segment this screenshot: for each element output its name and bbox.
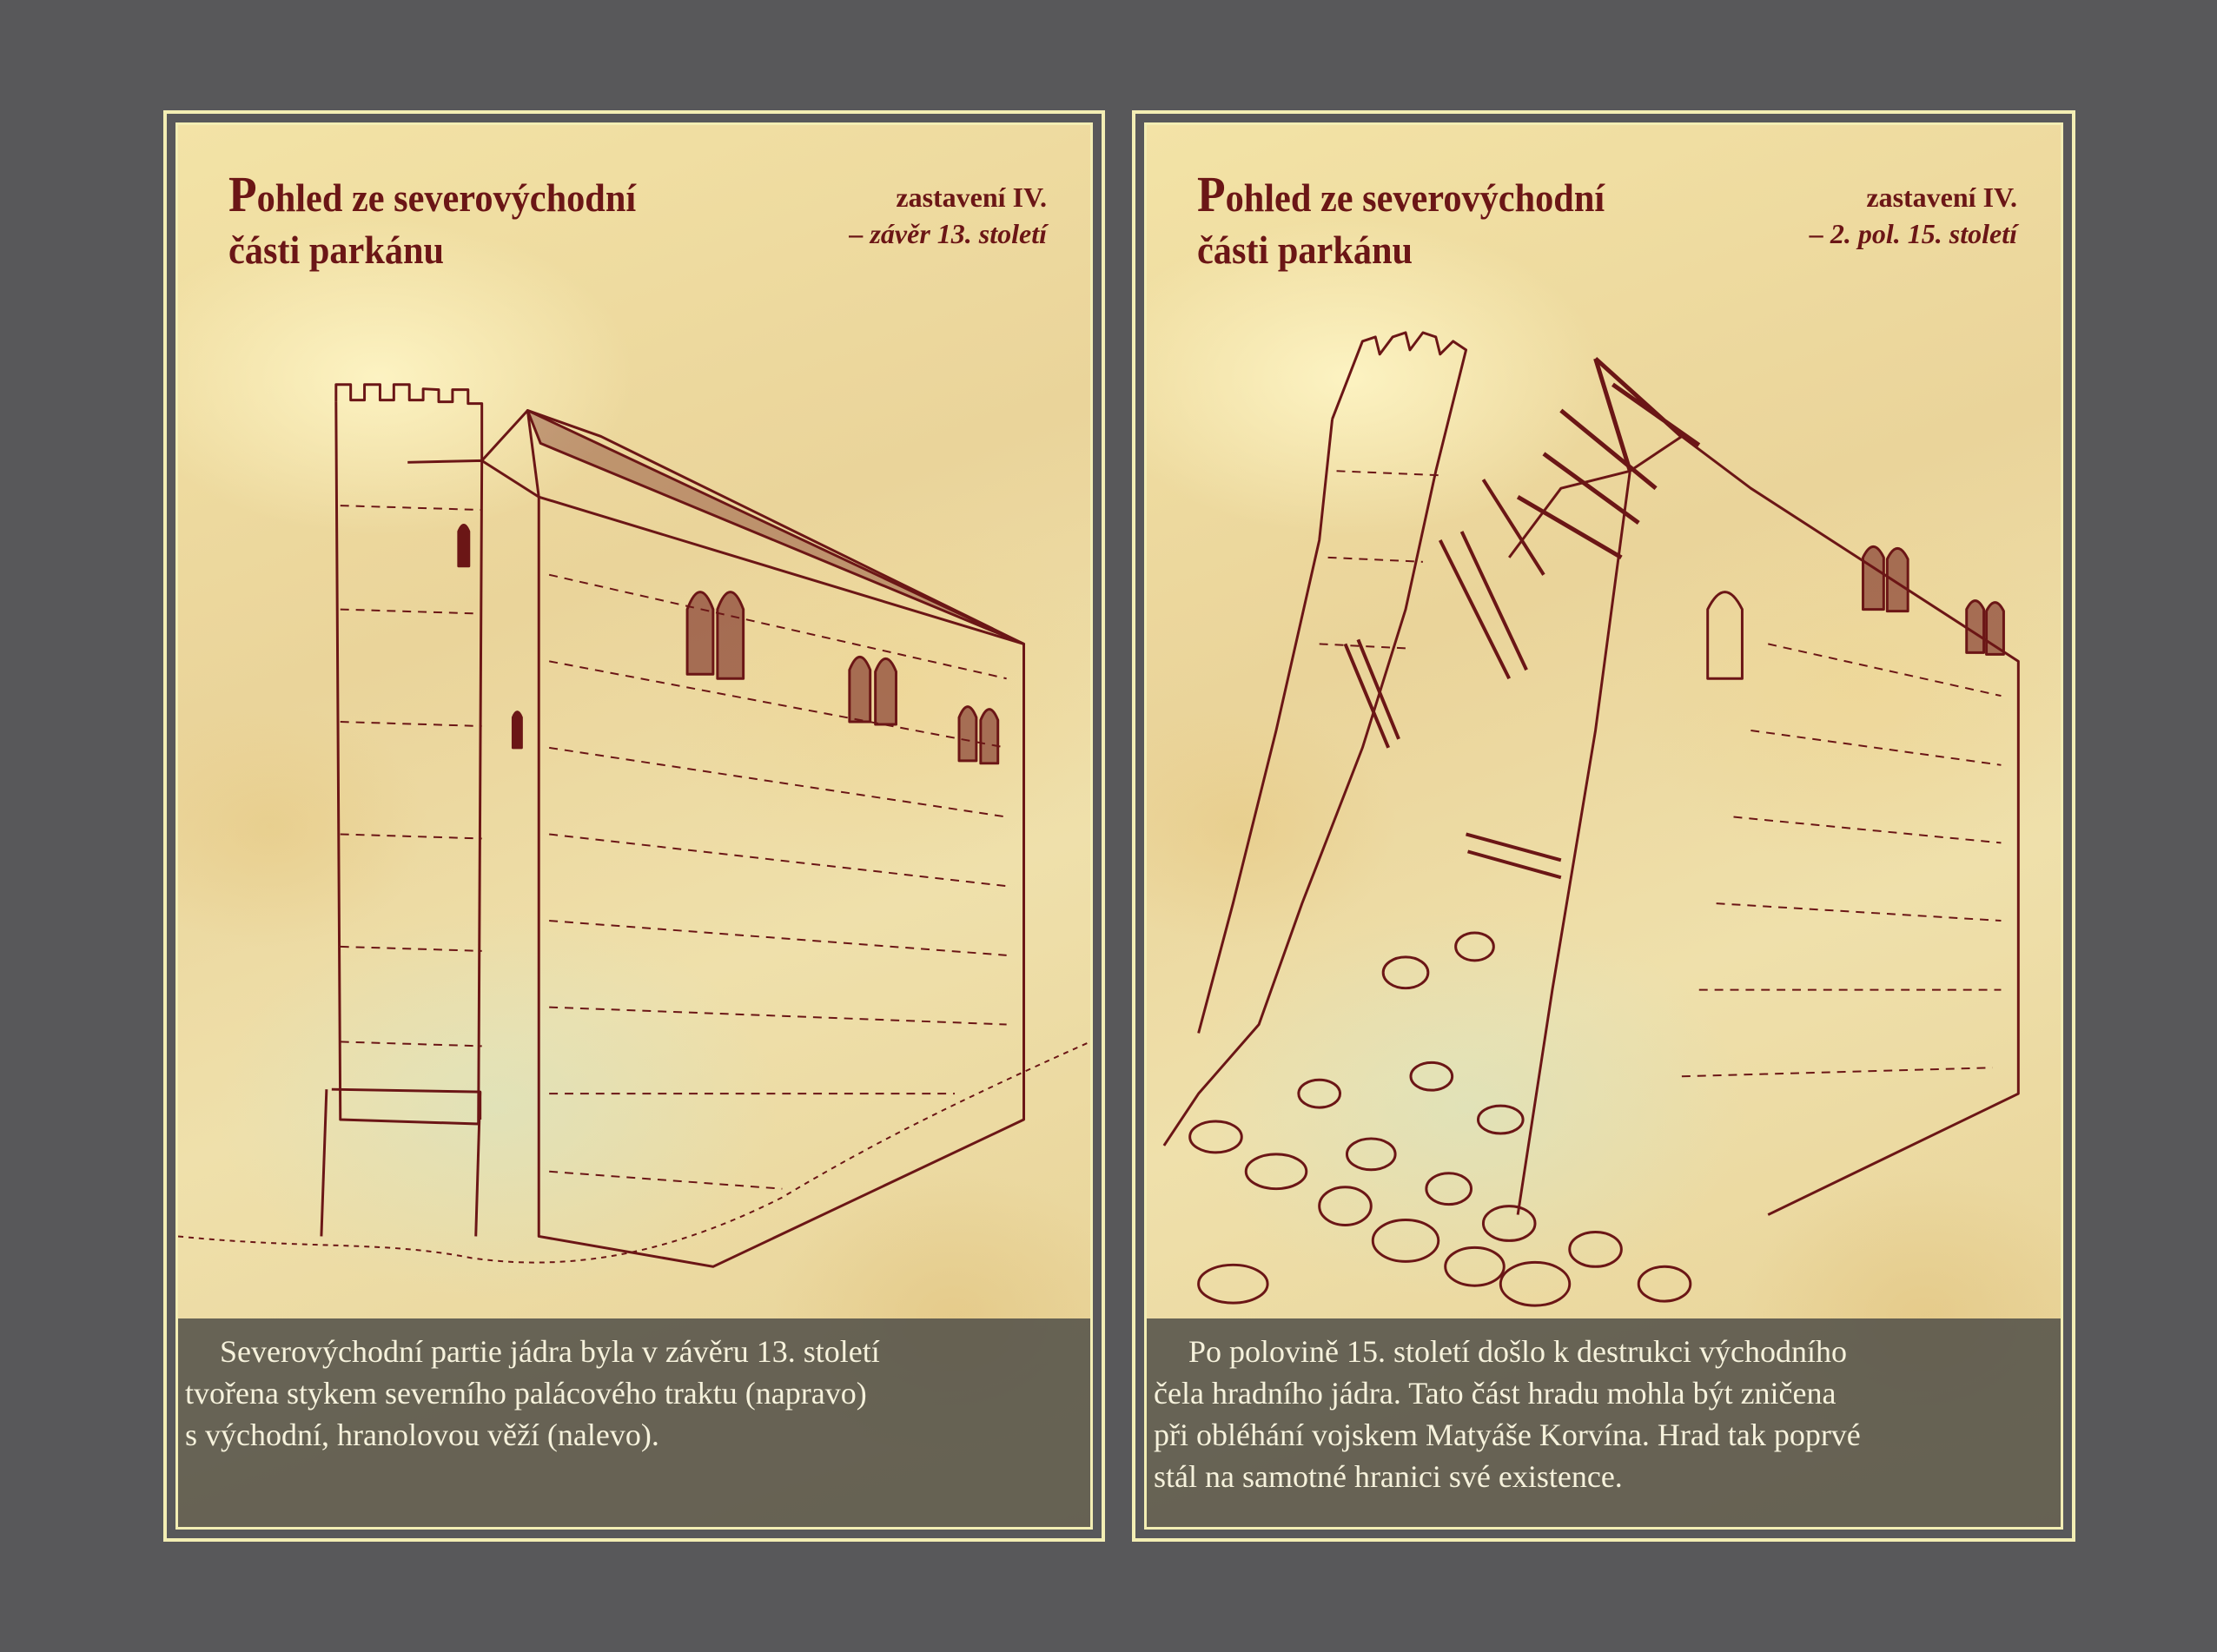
caption-line: Severovýchodní partie jádra byla v závěru 13. století xyxy=(220,1334,880,1369)
caption-line: čela hradního jádra. Tato část hradu mohla být zničena xyxy=(1154,1376,1836,1411)
stage-number: zastavení IV. xyxy=(1866,182,2017,213)
caption-line: při obléhání vojskem Matyáše Korvína. Hrad tak poprvé xyxy=(1154,1417,1861,1452)
caption-line: tvořena stykem severního palácového traktu (napravo) xyxy=(185,1376,867,1411)
period-label: – závěr 13. století xyxy=(849,218,1047,249)
castle-tower-and-palace-sketch xyxy=(178,125,1090,1527)
right-panel xyxy=(1132,110,2075,1542)
caption-line: s východní, hranolovou věží (nalevo). xyxy=(185,1417,659,1452)
stage-number: zastavení IV. xyxy=(896,182,1047,213)
caption-box xyxy=(1147,1318,2061,1527)
period-label: – 2. pol. 15. století xyxy=(1809,218,2017,249)
parchment-background xyxy=(1144,122,2063,1530)
left-panel xyxy=(163,110,1105,1542)
stage-label xyxy=(849,179,1047,252)
caption-line: Po polovině 15. století došlo k destrukci východního xyxy=(1188,1334,1847,1369)
parchment-background xyxy=(175,122,1093,1530)
castle-ruin-destruction-sketch xyxy=(1147,125,2061,1527)
panel-title: Pohled ze severovýchodní části parkánu xyxy=(1197,166,1605,272)
caption-line: stál na samotné hranici své existence. xyxy=(1154,1459,1623,1494)
panel-title: Pohled ze severovýchodní části parkánu xyxy=(228,166,637,272)
caption-box xyxy=(178,1318,1090,1527)
stage-label xyxy=(1810,179,2017,252)
